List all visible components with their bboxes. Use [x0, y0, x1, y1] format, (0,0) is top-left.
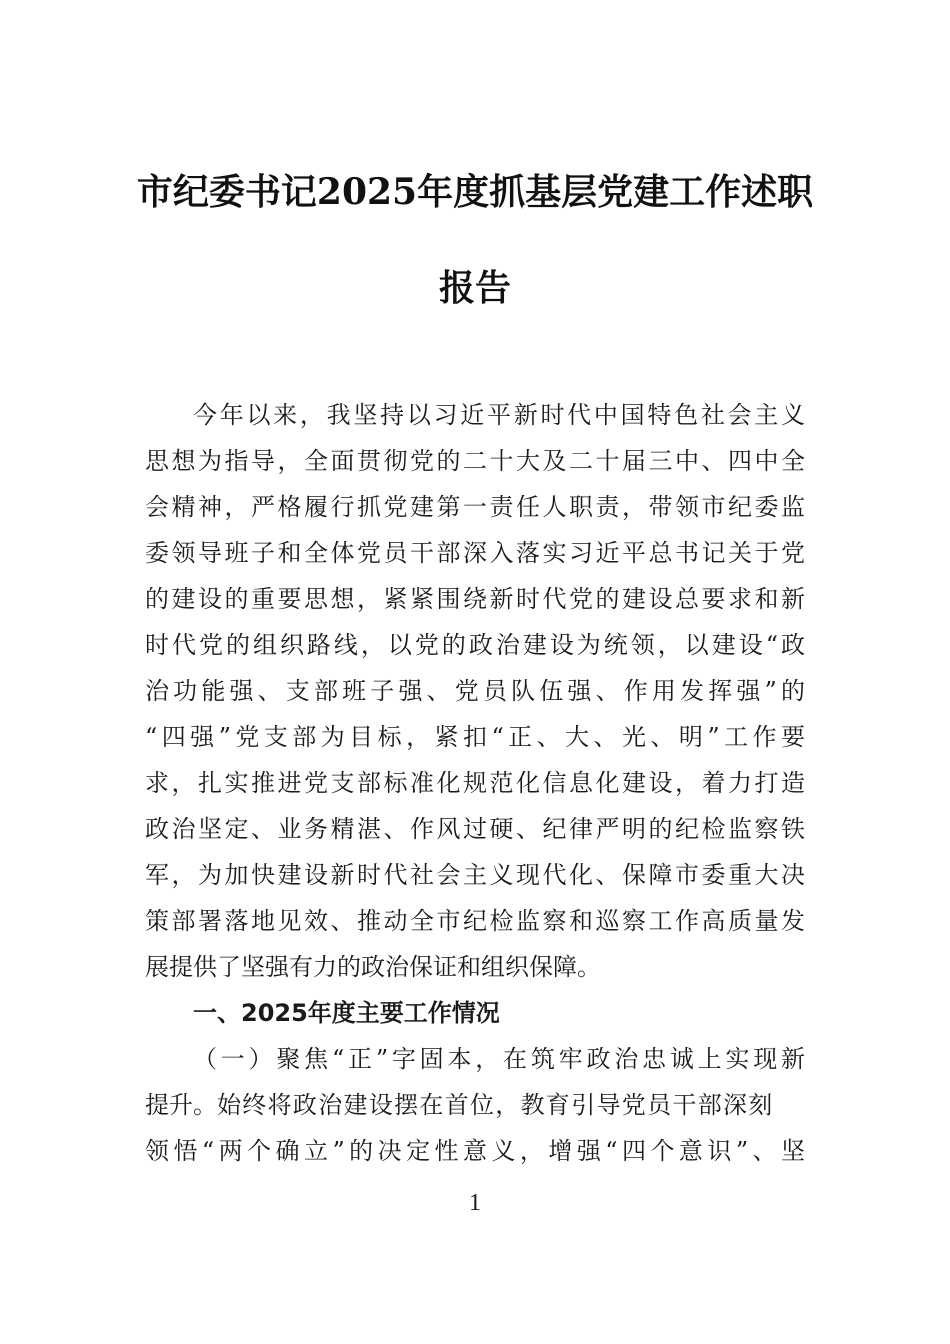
paragraph-line: 会精神，严格履行抓党建第一责任人职责，带领市纪委监 — [145, 493, 805, 521]
paragraph-line: 始终将政治建设摆在首位，教育引导党员干部深刻 — [217, 1091, 774, 1119]
paragraph-line: 时代党的组织路线，以党的政治建设为统领，以建设“政 — [145, 631, 805, 659]
paragraph-line-composite — [145, 1082, 805, 1128]
paragraph-line: 政治坚定、业务精湛、作风过硬、纪律严明的纪检监察铁 — [145, 815, 805, 843]
subsection-heading-line: （一）聚焦“正”字固本，在筑牢政治忠诚上实现新 — [193, 1045, 805, 1073]
page-number: 1 — [469, 1190, 481, 1216]
paragraph-line: 治功能强、支部班子强、党员队伍强、作用发挥强”的 — [145, 677, 805, 705]
paragraph-line: 思想为指导，全面贯彻党的二十大及二十届三中、四中全 — [145, 447, 805, 475]
document-title-line-2: 报告 — [438, 267, 511, 309]
document-title-line-1: 市纪委书记2025年度抓基层党建工作述职 — [136, 171, 814, 213]
paragraph-line: 军，为加快建设新时代社会主义现代化、保障市委重大决 — [145, 861, 805, 889]
paragraph-line: 策部署落地见效、推动全市纪检监察和巡察工作高质量发 — [145, 907, 805, 935]
paragraph-line: 领悟“两个确立”的决定性意义，增强“四个意识”、坚 — [145, 1137, 805, 1165]
paragraph-line: 的建设的重要思想，紧紧围绕新时代党的建设总要求和新 — [145, 585, 805, 613]
paragraph-line: 求，扎实推进党支部标准化规范化信息化建设，着力打造 — [145, 769, 805, 797]
paragraph-line: 委领导班子和全体党员干部深入落实习近平总书记关于党 — [145, 539, 805, 567]
subsection-heading-end: 提升。 — [145, 1091, 217, 1119]
section-heading: 一、2025年度主要工作情况 — [193, 999, 500, 1027]
paragraph-line: 今年以来，我坚持以习近平新时代中国特色社会主义 — [193, 401, 805, 429]
paragraph-line: “四强”党支部为目标，紧扣“正、大、光、明”工作要 — [145, 723, 805, 751]
paragraph-line: 展提供了坚强有力的政治保证和组织保障。 — [145, 953, 601, 981]
